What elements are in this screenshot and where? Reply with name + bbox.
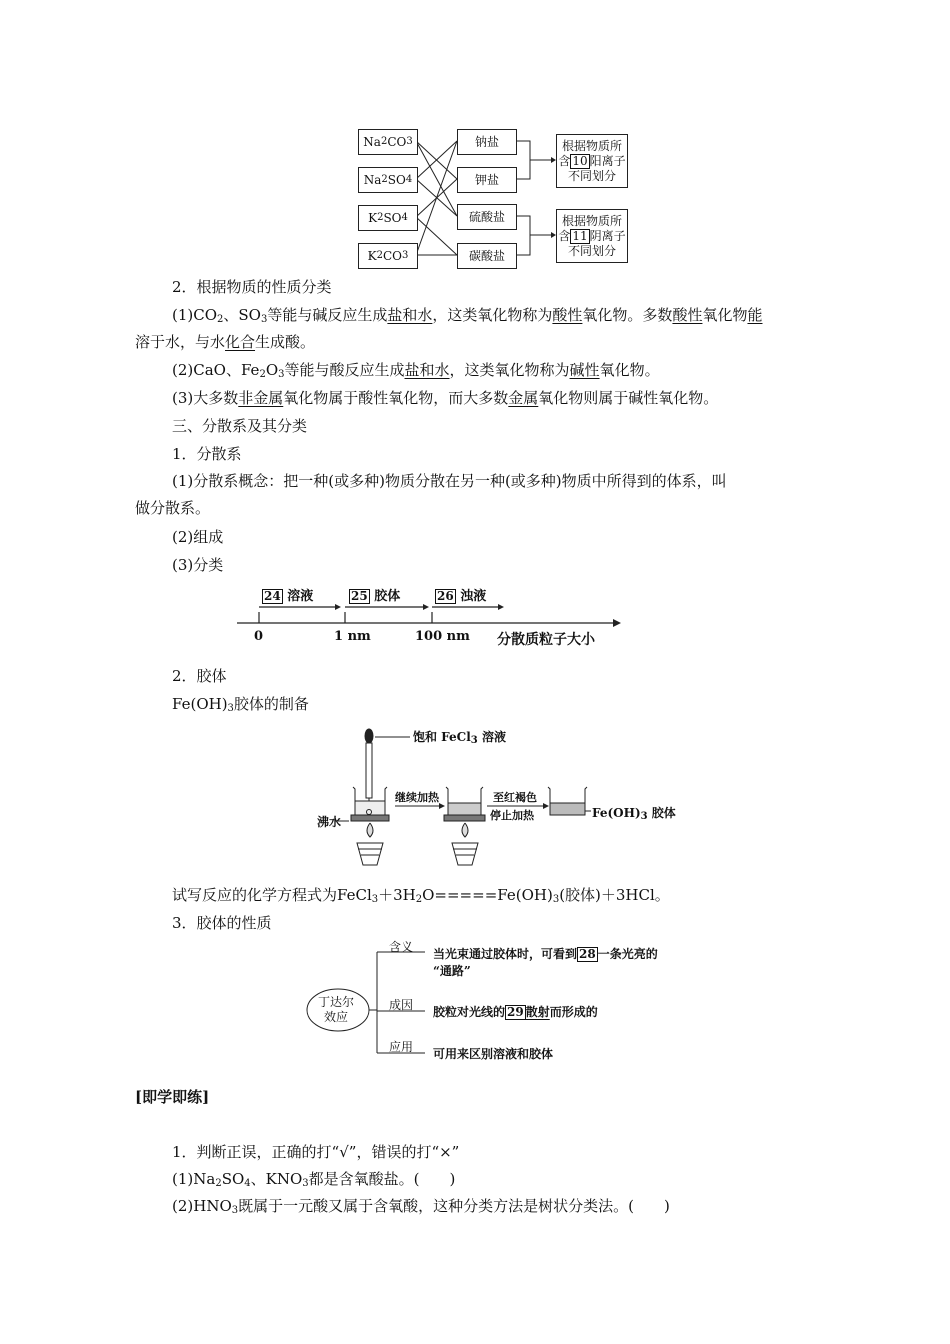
subsection-colloid: 2．胶体 — [172, 667, 227, 685]
tyndall-center: 丁达尔 效应 — [318, 995, 355, 1024]
category-box-sodium: 钠盐 — [457, 129, 517, 155]
paragraph-basic-oxide: (2)CaO、$Fe_2O_3$等能与酸反应生成盐和水，这类氧化物称为碱性氧化物。 — [172, 361, 660, 380]
category-box-carbonate: 碳酸盐 — [457, 243, 517, 269]
label-until-red-brown: 至红褐色 — [493, 791, 537, 804]
dispersion-axis — [235, 580, 625, 650]
equation-line: 试写反应的化学方程式为$FeCl_3+3H_2O=====Fe(OH)_3$(胶体)＋3HCl。 — [172, 886, 670, 905]
question-1: 1．判断正误，正确的打“√”，错误的打“×” — [172, 1143, 460, 1161]
label-continue-heating: 继续加热 — [395, 791, 439, 804]
classification-label: (3)分类 — [172, 556, 224, 574]
formula-box-k2so4: K 2 SO 4 — [358, 205, 418, 231]
question-1-1: $(1)Na_2SO_4$、$KNO_3$都是含氧酸盐。( ) — [172, 1170, 456, 1189]
section-title-dispersion: 三、分散系及其分类 — [172, 417, 308, 435]
classification-diagram — [355, 125, 635, 270]
practice-title: [即学即练] — [135, 1088, 210, 1106]
branch-label-application: 应用 — [389, 1040, 414, 1054]
paragraph-metal-nonmetal: (3)大多数非金属氧化物属于酸性氧化物，而大多数金属氧化物则属于碱性氧化物。 — [172, 389, 719, 407]
criterion-box-anion: 根据物质所 含 11 阴离子 不同划分 — [556, 209, 628, 263]
label-stop-heating: 停止加热 — [490, 809, 534, 822]
range-label-colloid: 25 胶体 — [351, 589, 401, 604]
axis-title: 分散质粒子大小 — [497, 632, 595, 648]
branch-label-meaning: 含义 — [389, 940, 414, 954]
label-saturated-fecl3: 饱和 FeCl$_3$ 溶液 — [413, 730, 506, 746]
section-title-property-classification: 2．根据物质的性质分类 — [172, 278, 332, 296]
label-boiling-water: 沸水 — [317, 815, 342, 829]
preparation-title: $Fe(OH)_3$胶体的制备 — [172, 695, 309, 714]
paragraph-acidic-oxide-line2: 溶于水，与水化合生成酸。 — [135, 333, 316, 351]
formula-box-na2co3: Na 2 CO 3 — [358, 129, 418, 155]
subsection-dispersion-system: 1．分散系 — [172, 445, 242, 463]
label-colloid-product: $Fe(OH)_3$ 胶体 — [592, 806, 676, 822]
formula-box-na2so4: Na 2 SO 4 — [358, 167, 418, 193]
branch-label-cause: 成因 — [389, 998, 414, 1012]
range-label-solution: 24 溶液 — [264, 589, 314, 604]
question-1-2: $(2)HNO_3$既属于一元酸又属于含氧酸，这种分类方法是树状分类法。( ) — [172, 1197, 670, 1216]
tick-label-100nm: 100 nm — [415, 629, 470, 644]
tyndall-mindmap — [305, 935, 685, 1065]
paragraph-acidic-oxide-line1: $(1)CO_2$、$SO_3$等能与碱反应生成盐和水，这类氧化物称为酸性氧化物。多数酸性氧化物能 — [172, 306, 763, 325]
formula-box-k2co3: K 2 CO 3 — [358, 243, 418, 269]
category-box-sulfate: 硫酸盐 — [457, 204, 517, 230]
composition-label: (2)组成 — [172, 528, 224, 546]
tick-label-0: 0 — [254, 629, 264, 644]
criterion-box-cation: 根据物质所 含 10 阳离子 不同划分 — [556, 134, 628, 188]
branch-text-meaning-line1: 当光束通过胶体时，可看到 28 一条光亮的 — [433, 947, 658, 961]
range-label-suspension: 26 浊液 — [437, 589, 487, 604]
tick-label-1nm: 1 nm — [334, 629, 371, 644]
category-box-potassium: 钾盐 — [457, 167, 517, 193]
concept-line2: 做分散系。 — [135, 499, 211, 517]
subsection-colloid-properties: 3．胶体的性质 — [172, 914, 272, 932]
concept-line1: (1)分散系概念：把一种(或多种)物质分散在另一种(或多种)物质中所得到的体系，叫 — [172, 472, 727, 490]
branch-text-cause: 胶粒对光线的 29 散射而形成的 — [433, 1005, 598, 1019]
colloid-preparation-apparatus — [315, 725, 675, 875]
branch-text-application: 可用来区别溶液和胶体 — [433, 1047, 554, 1061]
branch-text-meaning-line2: “通路” — [433, 964, 471, 978]
